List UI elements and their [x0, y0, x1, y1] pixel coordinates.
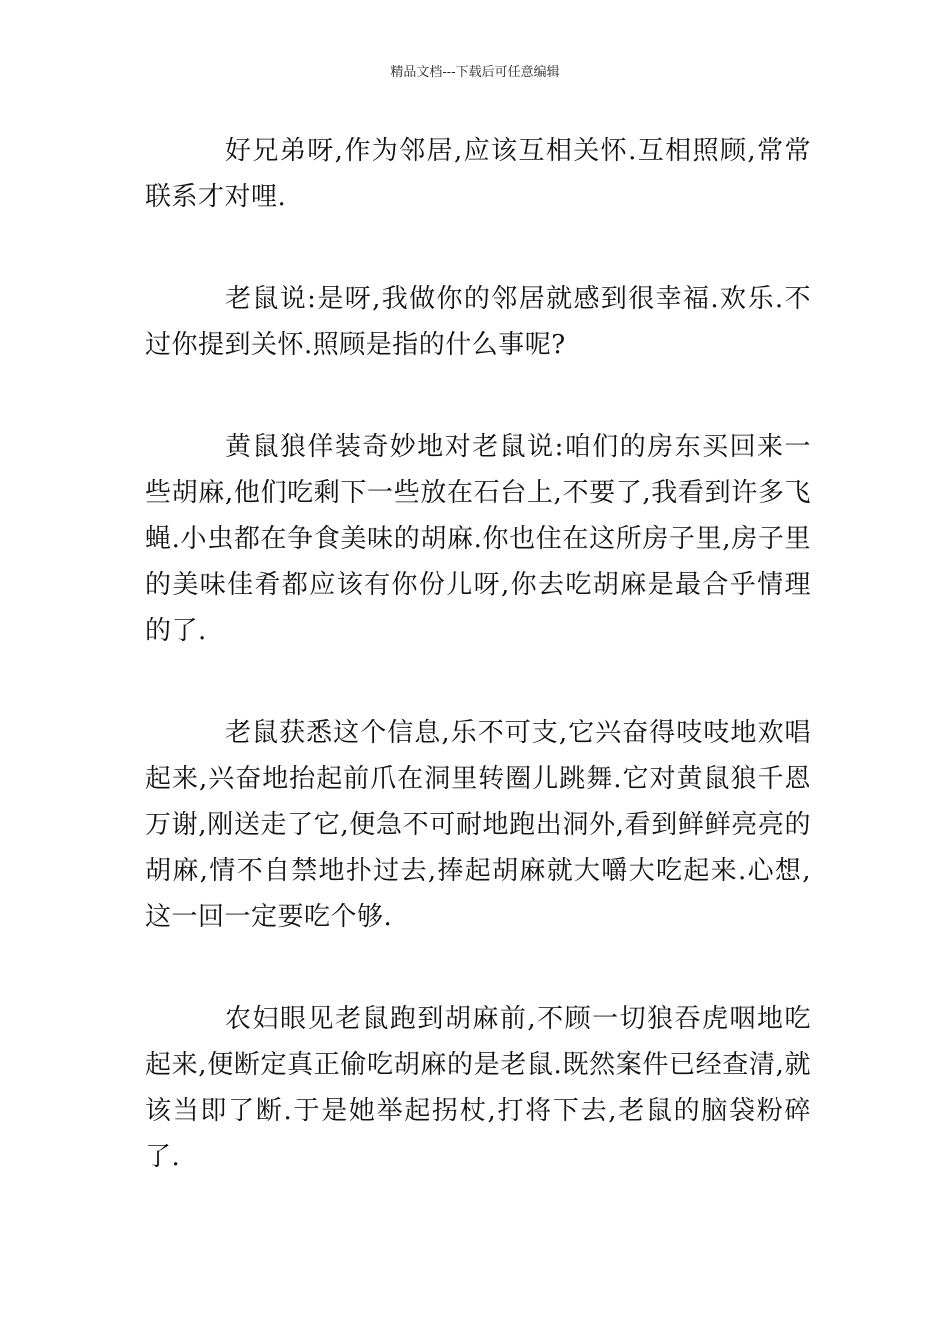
page-header: 精品文档---下载后可任意编辑	[390, 65, 560, 80]
paragraph: 老鼠获悉这个信息,乐不可支,它兴奋得吱吱地欢唱起来,兴奋地抬起前爪在洞里转圈儿跳舞.它对黄鼠狼千恩万谢,刚送走了它,便急不可耐地跑出洞外,看到鲜鲜亮亮的胡麻,情不自禁地扑过去,捧起胡麻就大嚼大吃起来.心想,这一回一定要吃个够.	[145, 718, 811, 932]
paragraph: 农妇眼见老鼠跑到胡麻前,不顾一切狼吞虎咽地吃起来,便断定真正偷吃胡麻的是老鼠.既然案件已经查清,就该当即了断.于是她举起拐杖,打将下去,老鼠的脑袋粉碎了.	[145, 1004, 811, 1172]
paragraph: 好兄弟呀,作为邻居,应该互相关怀.互相照顾,常常联系才对哩.	[145, 136, 811, 212]
paragraph: 黄鼠狼佯装奇妙地对老鼠说:咱们的房东买回来一些胡麻,他们吃剩下一些放在石台上,不要了,我看到许多飞蝇.小虫都在争食美味的胡麻.你也住在这所房子里,房子里的美味佳肴都应该有你份儿呀,你去吃胡麻是最合乎情理的了.	[145, 432, 811, 646]
document-body	[145, 128, 811, 1236]
paragraph: 老鼠说:是呀,我做你的邻居就感到很幸福.欢乐.不过你提到关怀.照顾是指的什么事呢?	[145, 284, 811, 360]
